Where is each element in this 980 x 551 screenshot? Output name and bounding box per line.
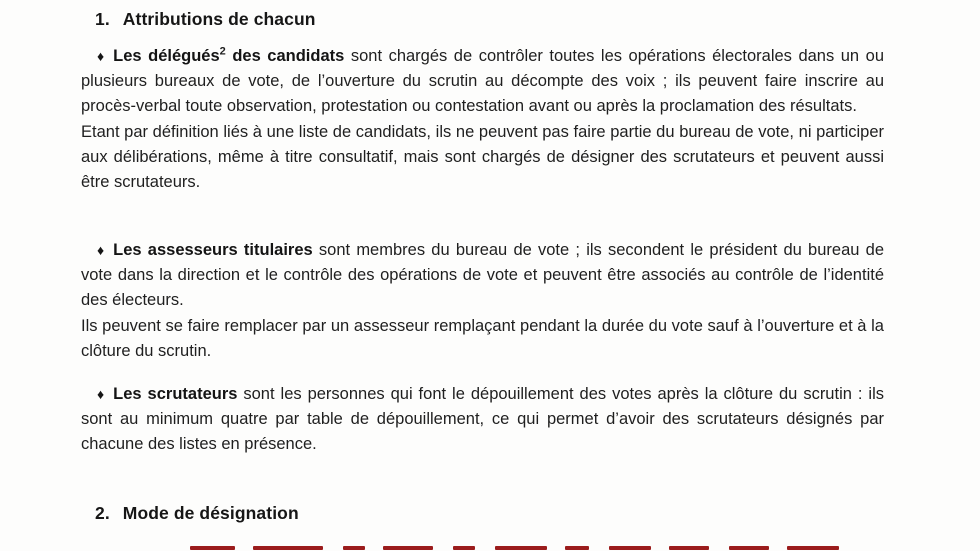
section-2-title: Mode de désignation xyxy=(122,503,299,523)
paragraph-delegues-text: sont chargés de contrôler toutes les opérations électorales dans un ou plusieurs bureaux de vote, de l’ouverture du scrutin au décompte des voix ; ils peuvent faire inscrire au procès-verbal toute observation, protestation ou contestation avant ou après la proclamation des résultats. xyxy=(81,47,884,116)
bold-lead-delegues-suite: des candidats xyxy=(225,47,345,65)
bold-lead-delegues: Les délégués xyxy=(113,47,220,65)
paragraph-assesseurs xyxy=(81,238,884,364)
section-1-heading xyxy=(95,9,316,30)
diamond-bullet-icon: ♦ xyxy=(97,48,105,64)
paragraph-scrutateurs xyxy=(81,382,884,458)
section-2-number: 2. xyxy=(95,503,110,523)
bold-lead-scrutateurs: Les scrutateurs xyxy=(113,385,238,403)
paragraph-delegues xyxy=(81,44,884,195)
footnote-reference-2: 2 xyxy=(219,45,226,58)
paragraph-assesseurs-text: sont membres du bureau de vote ; ils secondent le président du bureau de vote dans la direction et le contrôle des opérations de vote et peuvent être associés au contrôle de l’identité des électeurs. xyxy=(81,241,884,310)
paragraph-scrutateurs-text: sont les personnes qui font le dépouillement des votes après la clôture du scrutin : ils sont au minimum quatre par table de dépouillement, ce qui permet d’avoir des scrutateurs désignés par chacune des listes en présence. xyxy=(81,385,884,454)
section-1-title: Attributions de chacun xyxy=(122,9,316,29)
section-1-number: 1. xyxy=(95,9,110,29)
bold-lead-assesseurs: Les assesseurs titulaires xyxy=(113,241,313,259)
diamond-bullet-icon: ♦ xyxy=(97,242,105,258)
paragraph-assesseurs-continuation: Ils peuvent se faire remplacer par un assesseur remplaçant pendant la durée du vote sauf à l’ouverture et à la clôture du scrutin. xyxy=(81,316,884,360)
section-2-heading xyxy=(95,503,299,524)
paragraph-delegues-continuation: Etant par définition liés à une liste de candidats, ils ne peuvent pas faire partie du bureau de vote, ni participer aux délibérations, même à titre consultatif, mais sont chargés de désigner des scrutateurs et peuvent aussi être scrutateurs. xyxy=(81,122,884,192)
cutoff-text-fragments xyxy=(190,546,850,551)
diamond-bullet-icon: ♦ xyxy=(97,386,105,402)
